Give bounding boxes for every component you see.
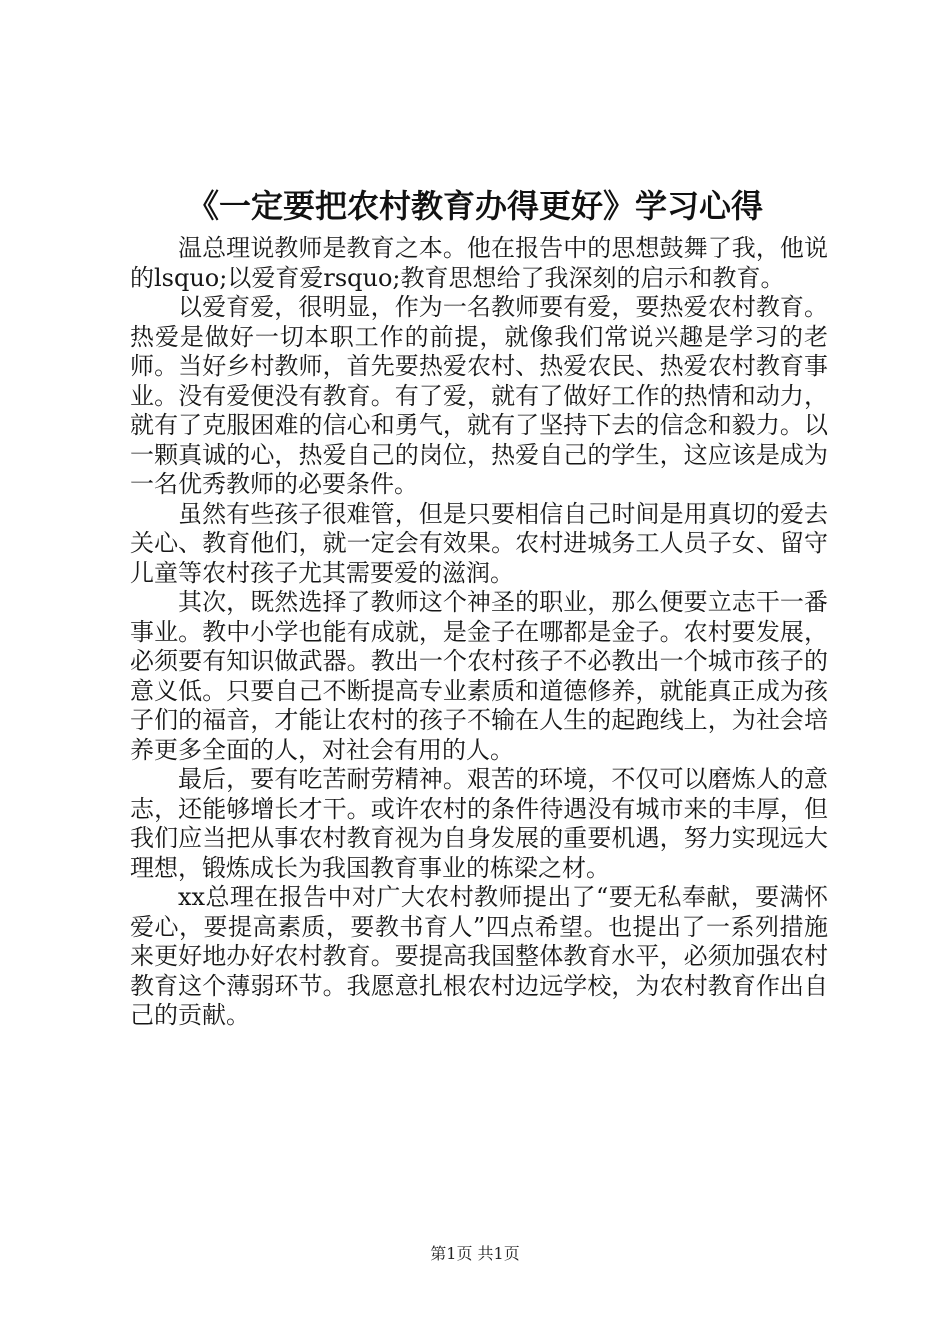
- paragraph: 以爱育爱，很明显，作为一名教师要有爱，要热爱农村教育。热爱是做好一切本职工作的前提，就像我们常说兴趣是学习的老师。当好乡村教师，首先要热爱农村、热爱农民、热爱农村教育事业。没有爱便没有教育。有了爱，就有了做好工作的热情和动力，就有了克服困难的信心和勇气，就有了坚持下去的信念和毅力。以一颗真诚的心，热爱自己的岗位，热爱自己的学生，这应该是成为一名优秀教师的必要条件。: [130, 293, 828, 498]
- paragraph: xx总理在报告中对广大农村教师提出了“要无私奉献，要满怀爱心，要提高素质，要教书育人”四点希望。也提出了一系列措施来更好地办好农村教育。要提高我国整体教育水平，必须加强农村教育这个薄弱环节。我愿意扎根农村边远学校，为农村教育作出自己的贡献。: [130, 883, 828, 1029]
- paragraph: 虽然有些孩子很难管，但是只要相信自己时间是用真切的爱去关心、教育他们，就一定会有效果。农村进城务工人员子女、留守儿童等农村孩子尤其需要爱的滋润。: [130, 499, 828, 587]
- paragraph: 最后，要有吃苦耐劳精神。艰苦的环境，不仅可以磨炼人的意志，还能够增长才干。或许农村的条件待遇没有城市来的丰厚，但我们应当把从事农村教育视为自身发展的重要机遇，努力实现远大理想，锻炼成长为我国教育事业的栋梁之材。: [130, 765, 828, 882]
- paragraph: 其次，既然选择了教师这个神圣的职业，那么便要立志干一番事业。教中小学也能有成就，是金子在哪都是金子。农村要发展，必须要有知识做武器。教出一个农村孩子不必教出一个城市孩子的意义低。只要自己不断提高专业素质和道德修养，就能真正成为孩子们的福音，才能让农村的孩子不输在人生的起跑线上，为社会培养更多全面的人，对社会有用的人。: [130, 588, 828, 764]
- paragraph: 温总理说教师是教育之本。他在报告中的思想鼓舞了我，他说的lsquo;以爱育爱rsquo;教育思想给了我深刻的启示和教育。: [130, 234, 828, 292]
- document-title: 《一定要把农村教育办得更好》学习心得: [186, 187, 763, 225]
- page-number-footer: 第1页 共1页: [430, 1244, 520, 1263]
- document-body: [130, 234, 828, 1031]
